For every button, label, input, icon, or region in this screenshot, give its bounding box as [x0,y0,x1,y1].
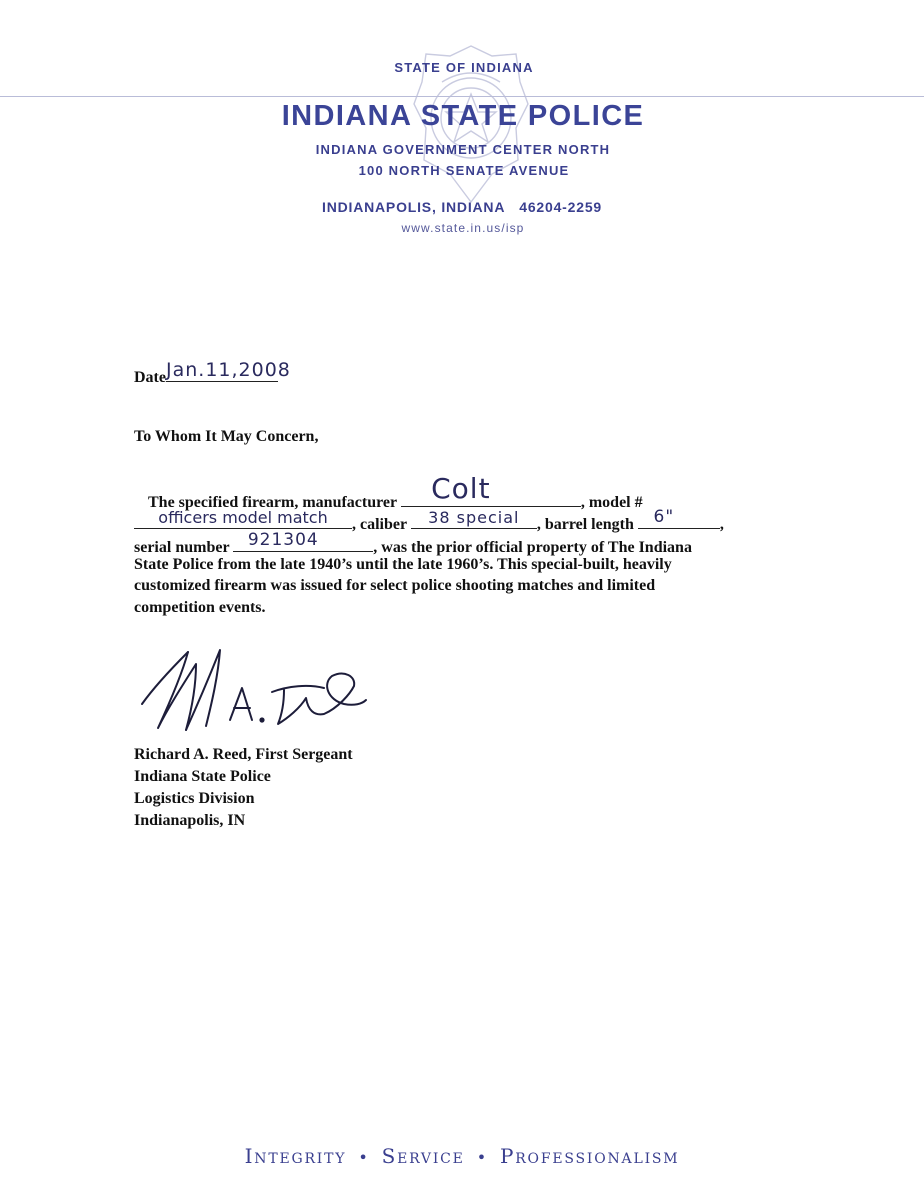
body-text: , barrel length [536,516,634,533]
letterhead-agency: INDIANA STATE POLICE [281,100,645,132]
letterhead-website: www.state.in.us/isp [401,221,525,235]
handwritten-signature [138,646,368,738]
motto-separator: • [358,1148,370,1167]
manufacturer-field [401,472,581,507]
body-text: , was the prior official property of The Indiana [373,539,692,556]
model-field [134,508,352,529]
model-value: officers model match [158,508,328,527]
caliber-value: 38 special [428,508,520,527]
date-label: Date [134,369,166,386]
signer-agency: Indiana State Police [134,768,271,785]
date-line [134,359,291,387]
date-field [165,359,291,382]
signer-name-title: Richard A. Reed, First Sergeant [134,746,353,763]
motto-separator: • [476,1148,488,1167]
letterhead-rule [0,96,924,97]
serial-number-value: 921304 [247,530,319,550]
letterhead-state: STATE OF INDIANA [394,60,534,75]
body-line-4: State Police from the late 1940’s until the late 1960’s. This special-built, heavily [134,556,672,573]
motto-integrity: Integrity [244,1144,347,1168]
letterhead-address-line2: 100 NORTH SENATE AVENUE [358,163,570,178]
signer-city: Indianapolis, IN [134,812,246,829]
body-text: , caliber [352,516,407,533]
letterhead-city-state: INDIANAPOLIS, INDIANA [322,199,506,215]
body-text: serial number [134,539,230,556]
barrel-length-field [638,507,720,529]
body-text: , [719,516,724,533]
manufacturer-value: Colt [431,472,491,505]
caliber-field [411,508,537,529]
body-text: , model # [580,494,643,511]
signer-division: Logistics Division [134,790,255,807]
motto-service: Service [381,1144,465,1168]
barrel-length-value: 6" [653,507,675,527]
body-text: The specified firearm, manufacturer [148,494,397,511]
motto-professionalism: Professionalism [499,1144,680,1168]
letterhead-zip: 46204-2259 [519,199,602,215]
salutation: To Whom It May Concern, [134,428,319,445]
serial-number-field [233,530,373,552]
body-line-5: customized firearm was issued for select police shooting matches and limited [134,577,656,594]
body-line-6: competition events. [134,599,266,616]
body-line-2 [134,507,724,534]
footer-motto [0,1144,924,1168]
letterhead-address-line1: INDIANA GOVERNMENT CENTER NORTH [315,142,611,157]
date-value: Jan.11,2008 [165,359,291,381]
body-line-3 [134,530,692,557]
letterhead-city-line [0,199,924,215]
